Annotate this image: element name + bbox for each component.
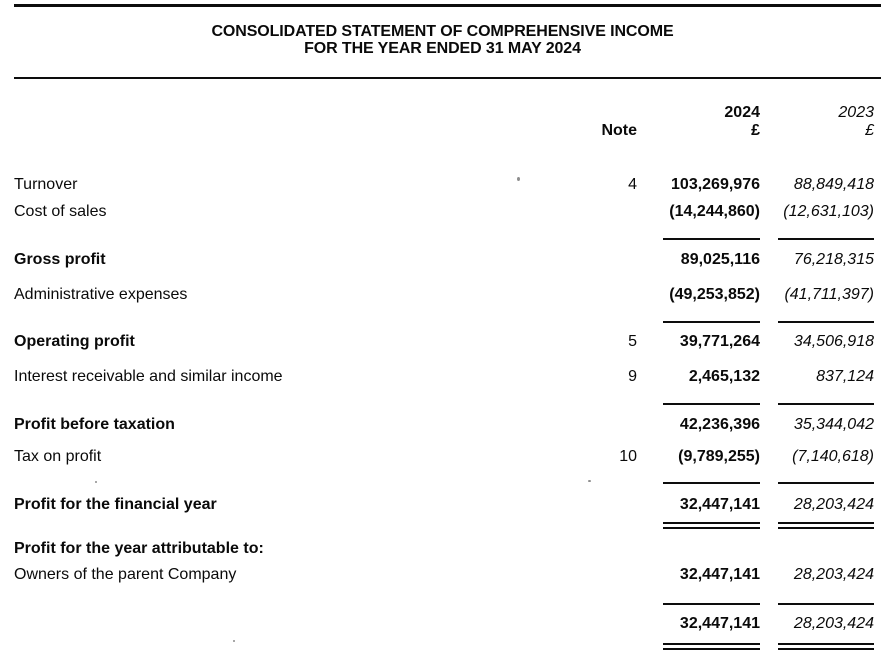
double-underline-prior-column	[778, 522, 874, 524]
underline-prior-column	[778, 482, 874, 484]
scan-artifact-dot	[95, 481, 97, 483]
row-current-value: 32,447,141	[679, 615, 760, 632]
column-header-prior-year: 2023	[838, 104, 874, 121]
table-row-profit-for-financial-year	[0, 496, 885, 516]
row-current-value: (14,244,860)	[669, 203, 760, 220]
row-prior-value: 88,849,418	[793, 176, 874, 193]
row-current-value: 32,447,141	[679, 566, 760, 583]
row-prior-value: (12,631,103)	[783, 203, 874, 220]
row-label: Cost of sales	[14, 203, 107, 220]
row-prior-value: 28,203,424	[793, 496, 874, 513]
double-underline-current-column	[663, 648, 760, 650]
row-label: Operating profit	[14, 333, 135, 350]
row-label: Profit before taxation	[14, 416, 175, 433]
row-label: Turnover	[14, 176, 78, 193]
table-row-interest-receivable	[0, 368, 885, 388]
row-current-value: 89,025,116	[680, 251, 760, 268]
row-prior-value: 76,218,315	[793, 251, 874, 268]
row-label: Profit for the financial year	[14, 496, 217, 513]
underline-current-column	[663, 482, 760, 484]
table-row-gross-profit	[0, 251, 885, 271]
row-label: Gross profit	[14, 251, 106, 268]
table-row-owners-of-parent	[0, 566, 885, 586]
table-row-attributable-total	[0, 615, 885, 635]
double-underline-current-column	[663, 522, 760, 524]
table-row-administrative-expenses	[0, 286, 885, 306]
double-underline-prior-column	[778, 648, 874, 650]
row-prior-value: 837,124	[816, 368, 874, 385]
table-row-tax-on-profit	[0, 448, 885, 468]
underline-prior-column	[778, 603, 874, 605]
row-current-value: 32,447,141	[679, 496, 760, 513]
row-label: Administrative expenses	[14, 286, 188, 303]
row-prior-value: 35,344,042	[793, 416, 874, 433]
double-underline-prior-column	[778, 527, 874, 529]
table-row-attributable-heading	[0, 540, 885, 560]
table-row-profit-before-taxation	[0, 416, 885, 436]
row-current-value: 2,465,132	[688, 368, 760, 385]
underline-prior-column	[778, 321, 874, 323]
underline-current-column	[663, 403, 760, 405]
row-current-value: (49,253,852)	[669, 286, 760, 303]
scan-artifact-dot	[233, 640, 235, 642]
double-underline-current-column	[663, 527, 760, 529]
row-current-value: 39,771,264	[679, 333, 760, 350]
scan-artifact-dot	[517, 177, 520, 181]
row-prior-value: 28,203,424	[793, 566, 874, 583]
underline-prior-column	[778, 403, 874, 405]
column-header-prior-currency: £	[865, 122, 874, 139]
top-rule	[14, 4, 881, 7]
row-prior-value: (41,711,397)	[784, 286, 874, 303]
row-label: Profit for the year attributable to:	[14, 540, 264, 557]
row-note: 10	[619, 448, 637, 465]
table-row-operating-profit	[0, 333, 885, 353]
underline-current-column	[663, 321, 760, 323]
row-label: Interest receivable and similar income	[14, 368, 283, 385]
title-line-1: CONSOLIDATED STATEMENT OF COMPREHENSIVE INCOME	[211, 23, 674, 40]
row-current-value: 103,269,976	[671, 176, 760, 193]
column-header-note: Note	[601, 122, 637, 139]
row-current-value: (9,789,255)	[678, 448, 760, 465]
underline-prior-column	[778, 238, 874, 240]
row-prior-value: (7,140,618)	[792, 448, 874, 465]
row-note: 4	[628, 176, 637, 193]
column-header-current-currency: £	[751, 122, 760, 139]
underline-current-column	[663, 603, 760, 605]
double-underline-prior-column	[778, 643, 874, 645]
double-underline-current-column	[663, 643, 760, 645]
scan-artifact-dot	[588, 480, 591, 482]
column-header-current-year: 2024	[724, 104, 760, 121]
row-label: Tax on profit	[14, 448, 102, 465]
row-prior-value: 34,506,918	[793, 333, 874, 350]
page-title	[0, 23, 885, 57]
row-prior-value: 28,203,424	[793, 615, 874, 632]
row-current-value: 42,236,396	[679, 416, 760, 433]
underline-current-column	[663, 238, 760, 240]
title-line-2: FOR THE YEAR ENDED 31 MAY 2024	[304, 40, 581, 57]
row-note: 9	[628, 368, 637, 385]
table-row-turnover	[0, 176, 885, 196]
header-rule	[14, 77, 881, 79]
table-row-cost-of-sales	[0, 203, 885, 223]
row-note: 5	[628, 333, 637, 350]
row-label: Owners of the parent Company	[14, 566, 237, 583]
